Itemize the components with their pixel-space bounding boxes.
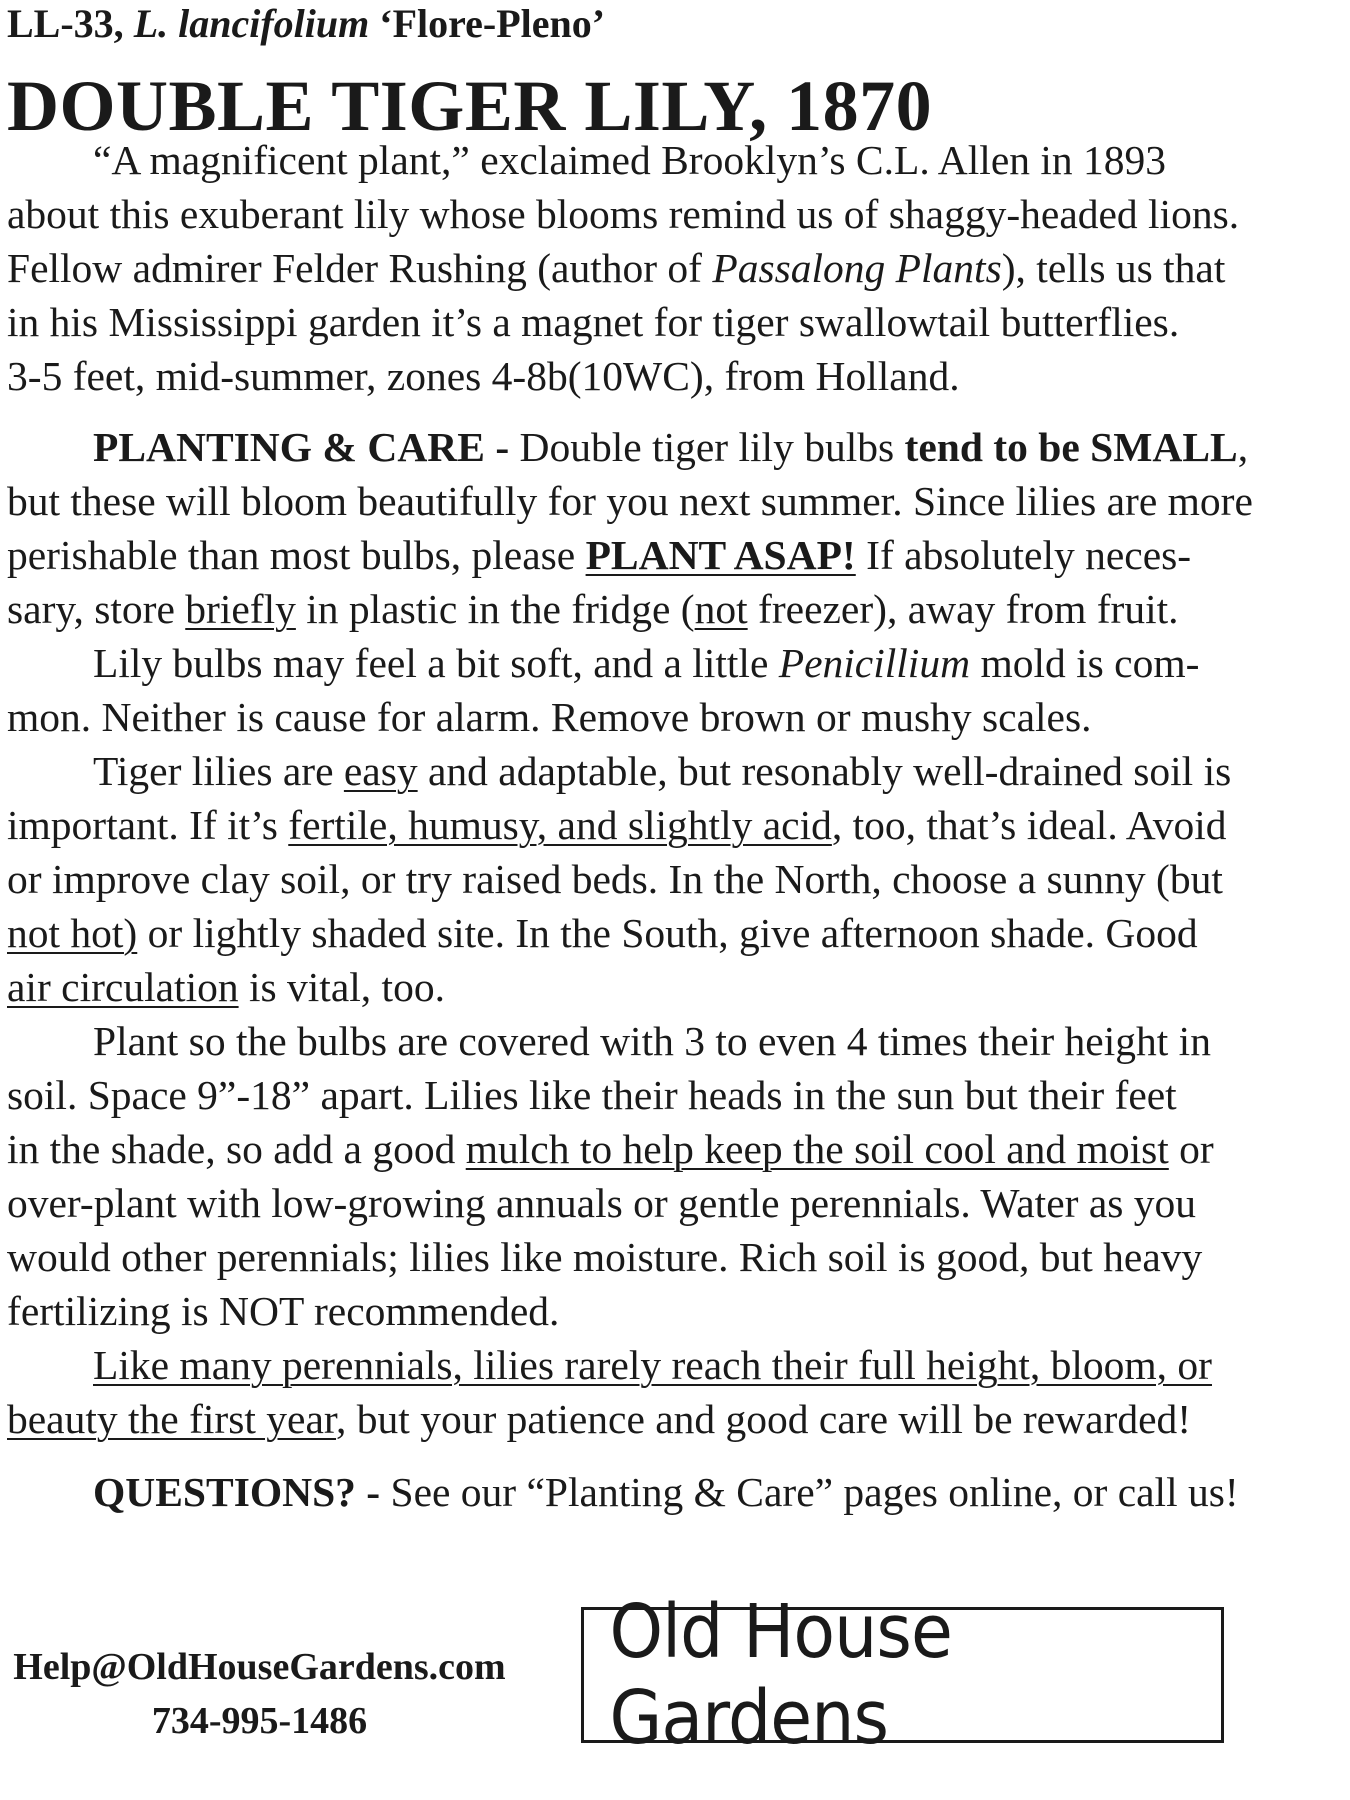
page-title: DOUBLE TIGER LILY, 1870: [7, 66, 933, 146]
care-line: sary, store briefly in plastic in the fridge (not freezer), away from fruit.: [7, 586, 1179, 632]
care-line: important. If it’s fertile, humusy, and slightly acid, too, that’s ideal. Avoid: [7, 802, 1227, 848]
care-line: in the shade, so add a good mulch to help keep the soil cool and moist or: [7, 1126, 1214, 1172]
questions-line: QUESTIONS? - See our “Planting & Care” pages online, or call us!: [93, 1469, 1239, 1515]
intro-line: in his Mississippi garden it’s a magnet for tiger swallowtail butterflies.: [7, 299, 1180, 345]
care-line: over-plant with low-growing annuals or gentle perennials. Water as you: [7, 1180, 1197, 1226]
section-heading: PLANTING & CARE -: [93, 424, 520, 470]
care-line: PLANTING & CARE - Double tiger lily bulbs tend to be SMALL,: [93, 424, 1249, 470]
plant-asap-emphasis: PLANT ASAP!: [585, 532, 856, 578]
care-line: Like many perennials, lilies rarely reach their full height, bloom, or: [93, 1342, 1212, 1388]
intro-specs: 3-5 feet, mid-summer, zones 4-8b(10WC), from Holland.: [7, 353, 960, 399]
care-line: Lily bulbs may feel a bit soft, and a little Penicillium mold is com-: [93, 640, 1200, 686]
care-line: or improve clay soil, or try raised beds. In the North, choose a sunny (but: [7, 856, 1223, 902]
care-line: soil. Space 9”-18” apart. Lilies like their heads in the sun but their feet: [7, 1072, 1177, 1118]
care-line: would other perennials; lilies like moisture. Rich soil is good, but heavy: [7, 1234, 1203, 1280]
care-line: but these will bloom beautifully for you next summer. Since lilies are more: [7, 478, 1253, 524]
care-line: Plant so the bulbs are covered with 3 to even 4 times their height in: [93, 1018, 1211, 1064]
intro-line: about this exuberant lily whose blooms remind us of shaggy-headed lions.: [7, 191, 1240, 237]
contact-block: [7, 1640, 512, 1748]
care-line: Tiger lilies are easy and adaptable, but resonably well-drained soil is: [93, 748, 1232, 794]
item-code-heading: [7, 0, 605, 48]
care-line: air circulation is vital, too.: [7, 964, 445, 1010]
phone-number[interactable]: 734-995-1486: [151, 1700, 368, 1742]
latin-name: L. lancifolium: [133, 1, 370, 46]
item-code: LL-33,: [7, 1, 124, 46]
care-line: beauty the first year, but your patience and good care will be rewarded!: [7, 1396, 1192, 1442]
email-address[interactable]: Help@OldHouseGardens.com: [13, 1646, 506, 1688]
care-line: not hot) or lightly shaded site. In the South, give afternoon shade. Good: [7, 910, 1198, 956]
intro-line: “A magnificent plant,” exclaimed Brooklyn’s C.L. Allen in 1893: [93, 137, 1167, 183]
book-title: Passalong Plants: [712, 245, 1002, 291]
care-line: fertilizing is NOT recommended.: [7, 1288, 560, 1334]
care-line: perishable than most bulbs, please PLANT ASAP! If absolutely neces-: [7, 532, 1192, 578]
cultivar-name: ‘Flore-Pleno’: [379, 1, 606, 46]
section-heading: QUESTIONS? -: [93, 1469, 391, 1515]
intro-line: Fellow admirer Felder Rushing (author of Passalong Plants), tells us that: [7, 245, 1226, 291]
logo-box: [581, 1589, 1224, 1761]
care-line: mon. Neither is cause for alarm. Remove brown or mushy scales.: [7, 694, 1092, 740]
company-logo: Old House Gardens: [609, 1589, 952, 1761]
